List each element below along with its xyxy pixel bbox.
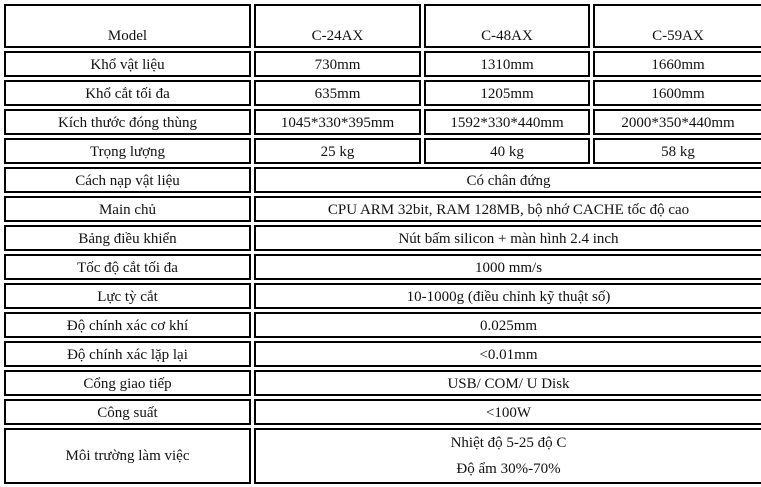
row-value: 1600mm bbox=[593, 80, 761, 106]
table-row bbox=[4, 167, 761, 193]
row-label: Khổ cắt tối đa bbox=[4, 80, 251, 106]
row-value: <100W bbox=[254, 399, 761, 425]
row-value: 1310mm bbox=[424, 51, 590, 77]
row-value: 58 kg bbox=[593, 138, 761, 164]
row-value: USB/ COM/ U Disk bbox=[254, 370, 761, 396]
header-row bbox=[4, 4, 761, 48]
model-header: Model bbox=[4, 4, 251, 48]
row-value: 25 kg bbox=[254, 138, 421, 164]
row-value: 0.025mm bbox=[254, 312, 761, 338]
model-c48ax: C-48AX bbox=[424, 4, 590, 48]
row-value: <0.01mm bbox=[254, 341, 761, 367]
model-c24ax: C-24AX bbox=[254, 4, 421, 48]
row-label: Độ chính xác lặp lại bbox=[4, 341, 251, 367]
table-row bbox=[4, 196, 761, 222]
row-label: Trọng lượng bbox=[4, 138, 251, 164]
row-label: Độ chính xác cơ khí bbox=[4, 312, 251, 338]
table-row bbox=[4, 341, 761, 367]
table-row bbox=[4, 51, 761, 77]
row-value: 1000 mm/s bbox=[254, 254, 761, 280]
table-row bbox=[4, 225, 761, 251]
row-label: Cổng giao tiếp bbox=[4, 370, 251, 396]
row-label: Bảng điều khiển bbox=[4, 225, 251, 251]
row-label: Kích thước đóng thùng bbox=[4, 109, 251, 135]
row-value: 730mm bbox=[254, 51, 421, 77]
table-row bbox=[4, 283, 761, 309]
row-value: 635mm bbox=[254, 80, 421, 106]
table-row bbox=[4, 254, 761, 280]
row-value: CPU ARM 32bit, RAM 128MB, bộ nhớ CACHE tốc độ cao bbox=[254, 196, 761, 222]
row-label: Main chủ bbox=[4, 196, 251, 222]
table-row bbox=[4, 138, 761, 164]
row-value: 2000*350*440mm bbox=[593, 109, 761, 135]
row-label: Khổ vật liệu bbox=[4, 51, 251, 77]
environment-line: Nhiệt độ 5-25 độ C bbox=[450, 435, 567, 451]
table-row bbox=[4, 109, 761, 135]
spec-table bbox=[1, 1, 761, 487]
table-row bbox=[4, 370, 761, 396]
row-label: Môi trường làm việc bbox=[4, 428, 251, 484]
row-value: 1205mm bbox=[424, 80, 590, 106]
environment-line: Độ ẩm 30%-70% bbox=[456, 461, 561, 477]
row-value: 1045*330*395mm bbox=[254, 109, 421, 135]
row-value bbox=[254, 428, 761, 484]
row-label: Cách nạp vật liệu bbox=[4, 167, 251, 193]
row-value: 40 kg bbox=[424, 138, 590, 164]
table-row bbox=[4, 312, 761, 338]
table-row bbox=[4, 80, 761, 106]
row-value: 10-1000g (điều chỉnh kỹ thuật số) bbox=[254, 283, 761, 309]
row-value: 1592*330*440mm bbox=[424, 109, 590, 135]
model-c59ax: C-59AX bbox=[593, 4, 761, 48]
table-row bbox=[4, 428, 761, 484]
row-label: Tốc độ cắt tối đa bbox=[4, 254, 251, 280]
row-label: Lực tỳ cắt bbox=[4, 283, 251, 309]
row-value: 1660mm bbox=[593, 51, 761, 77]
row-label: Công suất bbox=[4, 399, 251, 425]
row-value: Có chân đứng bbox=[254, 167, 761, 193]
row-value: Nút bấm silicon + màn hình 2.4 inch bbox=[254, 225, 761, 251]
table-row bbox=[4, 399, 761, 425]
